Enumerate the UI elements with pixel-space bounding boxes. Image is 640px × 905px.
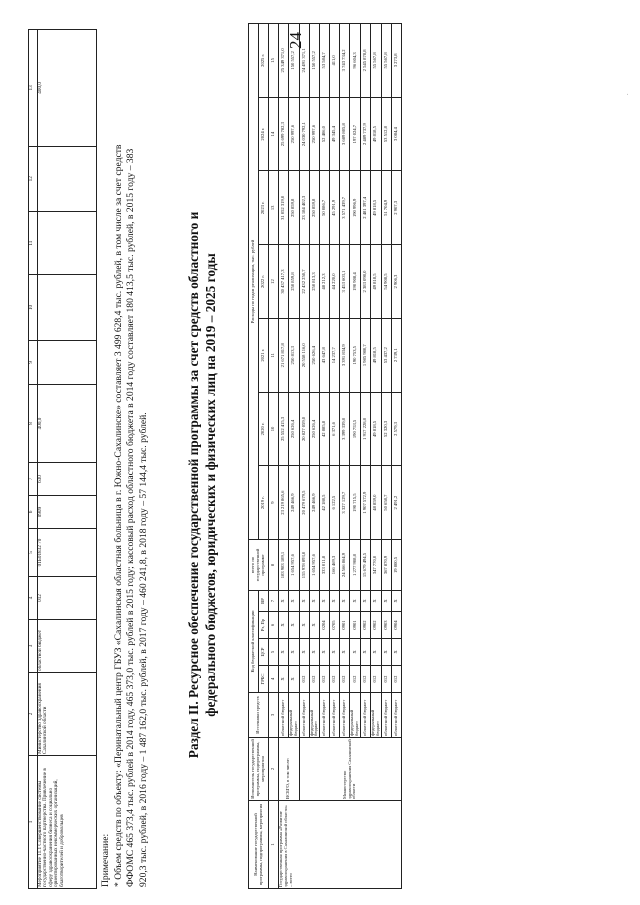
value-cell: 190 753,5 <box>350 318 361 392</box>
code-cell: X <box>330 591 340 612</box>
value-cell: 190 715,5 <box>350 466 361 540</box>
value-cell: 3 327 129,7 <box>340 466 350 540</box>
value-cell: 190 753,5 <box>350 392 361 466</box>
col-number: 10 <box>29 275 38 340</box>
code-cell: X <box>320 639 330 666</box>
code-cell: 012 <box>381 666 391 693</box>
col-number: 9 <box>29 340 38 384</box>
value-cell: 52 406,0 <box>320 97 330 171</box>
table-row <box>299 24 309 889</box>
value-cell: 51 704,9 <box>381 171 391 245</box>
code-cell: X <box>360 639 370 666</box>
value-cell: 23 219 865,6 <box>279 466 289 540</box>
source-cell: областной бюджет <box>391 693 401 738</box>
source-cell: федеральный бюджет <box>309 693 320 738</box>
header-year: 2019 г. <box>259 466 269 540</box>
footnote-heading: Примечание: <box>100 833 111 887</box>
col-number: 7 <box>29 463 38 496</box>
col-number: 3 <box>269 693 279 738</box>
value-cell: 1 985 980,7 <box>360 318 370 392</box>
value-cell: 45 291,9 <box>330 171 340 245</box>
value-cell: 250 626,4 <box>309 392 320 466</box>
footnote-text: * Объем средств по объекту: «Перинатальный центр ГБУЗ «Сахалинская областная больница в г. Южно-Сахалинске» составляет 3 499 628,4 тыс. рублей, в том числе за счет средств ФФОМС 465 373,4 тыс. рублей в 2014 году, 465 373,0 тыс. рублей в 2015 году; кассовый расход областного бюджета в 2014 году составляет 180 413,5 тыс. рублей, в 2015 году – 383 920,3 тыс. рублей, в 2016 году – 1 487 162,0 тыс. рублей, в 2017 году – 460 241,8, в 2018 году – 57 144,4 тыс. рублей. <box>112 144 149 887</box>
code-cell: 012 <box>320 666 330 693</box>
col-number: 11 <box>29 211 38 275</box>
value-cell: 48 859,0 <box>370 466 381 540</box>
code-cell: X <box>289 612 300 639</box>
page-number: 24 <box>286 32 305 49</box>
source-cell: областной бюджет <box>340 693 350 738</box>
col-number: 4 <box>29 577 38 620</box>
total: 400,0 <box>38 385 97 463</box>
header-executor: Исполнитель государственной программы, подпрограммы, мероприятия <box>249 738 269 801</box>
value-cell: 22 432 250,7 <box>299 245 309 319</box>
vr: 630 <box>38 463 97 496</box>
col-number: 11 <box>269 318 279 392</box>
code-cell: X <box>360 591 370 612</box>
header-year: 2020 г. <box>259 392 269 466</box>
value-cell: 20 558 116,0 <box>299 318 309 392</box>
header-year: 2021 г. <box>259 318 269 392</box>
source: областной бюджет <box>38 620 97 673</box>
code-cell: X <box>309 612 320 639</box>
source-cell: областной бюджет <box>279 693 289 738</box>
executor: Министерство здравоохранения Сахалинской области <box>38 673 97 756</box>
resource-table-body <box>279 24 402 889</box>
value-cell: 21 671 817,8 <box>279 318 289 392</box>
year-value: 400,0 <box>38 30 97 147</box>
value-cell: 2 907,3 <box>391 171 401 245</box>
scan-mark: · <box>626 93 631 95</box>
header-years: Расходы по годам реализации, тыс. рублей <box>249 24 259 540</box>
value-cell: 19 800,5 <box>391 540 401 591</box>
code-cell: 012 <box>360 666 370 693</box>
code-cell: 012 <box>299 666 309 693</box>
value-cell: 3 399 339,8 <box>340 392 350 466</box>
code-cell: X <box>391 639 401 666</box>
code-cell: 012 <box>330 666 340 693</box>
resource-table <box>248 23 402 889</box>
col-number: 1 <box>29 756 38 889</box>
value-cell: 155 978 893,0 <box>299 540 309 591</box>
col-number: 8 <box>29 385 38 463</box>
code-cell: X <box>381 591 391 612</box>
value-cell: 42 188,5 <box>320 466 330 540</box>
value-cell: 44 220,0 <box>330 245 340 319</box>
source-cell: областной бюджет <box>320 693 330 738</box>
value-cell: 2 491,2 <box>391 466 401 540</box>
code-cell: X <box>299 612 309 639</box>
value-cell: 48 212,3 <box>320 245 330 319</box>
csr: 01Б01832 70 <box>38 529 97 577</box>
source-cell: федеральный бюджет <box>370 693 381 738</box>
measure-name: Мероприятие 11.1 Совершенствование системы государственно-частного партнерства. Привлечение в сферу здравоохранения бизнеса и социально ориентированных некоммерческих организаций, благотворителей и добровольцев <box>38 756 97 889</box>
header-year: 2025 г. <box>259 24 269 98</box>
col-number: 8 <box>269 540 279 591</box>
value-cell: 2 489 737,9 <box>360 97 370 171</box>
value-cell: 25 552 415,3 <box>279 392 289 466</box>
value-cell: 49 818,5 <box>370 318 381 392</box>
value-cell: 49 818,5 <box>370 171 381 245</box>
value-cell: 49 818,5 <box>370 392 381 466</box>
code-cell: X <box>299 591 309 612</box>
value-cell: 15 679 494,5 <box>360 540 370 591</box>
header-csr: ЦСР <box>259 639 269 666</box>
code-cell: X <box>320 591 330 612</box>
header-code: Код бюджетной классификации <box>249 591 259 693</box>
value-cell: 25 699 782,3 <box>279 97 289 171</box>
value-cell: 96 604,3 <box>350 24 361 98</box>
header-year: 2024 г. <box>259 97 269 171</box>
value-cell: 3 453 603,1 <box>340 245 350 319</box>
value-cell: 54 908,5 <box>381 245 391 319</box>
value-cell: 183 983 189,1 <box>279 540 289 591</box>
value-cell: 249 466,9 <box>289 466 300 540</box>
code-cell: X <box>309 639 320 666</box>
source-cell: областной бюджет <box>381 693 391 738</box>
section-title: Раздел II. Ресурсное обеспечение государственной программы за счет средств областного и федерального бюджетов, юридических и физических лиц на 2019 – 2025 годы <box>186 211 218 759</box>
header-grbs: ГРБС <box>259 666 269 693</box>
value-cell: 190 996,9 <box>350 171 361 245</box>
value-cell: 250 997,6 <box>289 97 300 171</box>
col-number-row <box>269 24 279 889</box>
value-cell: 250 626,4 <box>309 318 320 392</box>
value-cell: 2 579,3 <box>391 392 401 466</box>
value-cell: 1 654 957,6 <box>309 540 320 591</box>
value-cell: 1 654 957,6 <box>289 540 300 591</box>
table-row <box>279 24 289 889</box>
code-cell: X <box>279 666 289 693</box>
rzpr: 0909 <box>38 496 97 529</box>
header-year: 2023 г. <box>259 171 269 245</box>
value-cell: 367 870,9 <box>381 540 391 591</box>
col-number: 6 <box>269 612 279 639</box>
col-number: 2 <box>29 673 38 756</box>
code-cell: X <box>350 639 361 666</box>
value-cell: 53 512,8 <box>381 97 391 171</box>
executor-all: ВСЕГО, в том числе: <box>279 738 300 801</box>
grbs: 012 <box>38 577 97 620</box>
code-cell: 012 <box>340 666 350 693</box>
year-value <box>38 146 97 211</box>
value-cell: 31 052 319,0 <box>279 171 289 245</box>
value-cell: 3 743 734,2 <box>340 24 350 98</box>
code-cell: X <box>299 639 309 666</box>
code-cell: X <box>370 591 381 612</box>
code-cell: X <box>330 639 340 666</box>
col-number: 9 <box>269 466 279 540</box>
code-cell: 0204 <box>320 612 330 639</box>
value-cell: 49 818,5 <box>370 97 381 171</box>
value-cell: 55 567,8 <box>370 24 381 98</box>
year-value <box>38 211 97 275</box>
table-header-row <box>249 24 259 889</box>
value-cell: 43 647,8 <box>320 318 330 392</box>
value-cell: 24 566 864,9 <box>340 540 350 591</box>
value-cell: 24 030 792,1 <box>299 97 309 171</box>
value-cell: 30 437 417,3 <box>279 245 289 319</box>
program-name: Государственная программа «Развитие здравоохранения в Сахалинской области» – всего <box>279 801 402 889</box>
code-cell: 0903 <box>381 612 391 639</box>
value-cell: 411,0 <box>330 24 340 98</box>
value-cell: 20 479 679,5 <box>299 466 309 540</box>
year-value <box>38 340 97 384</box>
value-cell: 250 859,8 <box>309 171 320 245</box>
col-number: 15 <box>269 24 279 98</box>
col-number: 6 <box>29 496 38 529</box>
year-value <box>38 275 97 340</box>
col-number: 13 <box>269 171 279 245</box>
code-cell: X <box>370 639 381 666</box>
code-cell: 0904 <box>391 612 401 639</box>
col-number: 5 <box>29 529 38 577</box>
header-name: Наименование государственной программы, подпрограммы, мероприятия <box>249 801 269 889</box>
code-cell: X <box>279 591 289 612</box>
value-cell: 3 273,8 <box>391 24 401 98</box>
value-cell: 1 277 908,8 <box>350 540 361 591</box>
footnote <box>100 127 151 887</box>
code-cell: X <box>381 639 391 666</box>
value-cell: 250 859,8 <box>289 245 300 319</box>
source-cell: федеральный бюджет <box>289 693 300 738</box>
col-number: 12 <box>29 146 38 211</box>
value-cell: 2 906,3 <box>391 245 401 319</box>
code-cell: 012 <box>350 666 361 693</box>
value-cell: 250 859,8 <box>289 171 300 245</box>
value-cell: 3 689 805,8 <box>340 97 350 171</box>
col-number: 1 <box>269 801 279 889</box>
value-cell: 347 770,0 <box>370 540 381 591</box>
value-cell: 49 818,5 <box>370 245 381 319</box>
col-number: 12 <box>269 245 279 319</box>
value-cell: 2 383 098,0 <box>360 245 370 319</box>
header-total: всего по государственной программе <box>249 540 269 591</box>
col-number: 7 <box>269 591 279 612</box>
value-cell: 52 320,3 <box>381 392 391 466</box>
code-cell: 012 <box>309 666 320 693</box>
header-rzpr: Рз, Пр <box>259 612 269 639</box>
value-cell: 6 371,6 <box>330 392 340 466</box>
code-cell: 012 <box>391 666 401 693</box>
value-cell: 150 557,2 <box>309 24 320 98</box>
value-cell: 53 584,7 <box>320 24 330 98</box>
source-cell: областной бюджет <box>360 693 370 738</box>
value-cell: 24 491 371,1 <box>299 24 309 98</box>
value-cell: 25 349 371,0 <box>279 24 289 98</box>
value-cell: 50 086,7 <box>320 171 330 245</box>
value-cell: 190 908,4 <box>350 245 361 319</box>
code-cell: 0705 <box>330 612 340 639</box>
source-cell: федеральный бюджет <box>350 693 361 738</box>
code-cell: 0902 <box>370 612 381 639</box>
measure-table <box>28 29 97 889</box>
table-header-row <box>29 30 38 889</box>
value-cell: 2 481 397,4 <box>360 171 370 245</box>
value-cell: 1 907 572,9 <box>360 466 370 540</box>
value-cell: 53 437,2 <box>381 318 391 392</box>
value-cell: 2 545 878,8 <box>360 24 370 98</box>
value-cell: 197 024,7 <box>350 97 361 171</box>
col-number: 2 <box>269 738 279 801</box>
value-cell: 166 469,3 <box>330 540 340 591</box>
col-number: 10 <box>269 392 279 466</box>
col-number: 14 <box>269 97 279 171</box>
code-cell: X <box>289 639 300 666</box>
col-number: 13 <box>29 30 38 147</box>
value-cell: 6 122,5 <box>330 466 340 540</box>
code-cell: X <box>279 612 289 639</box>
code-cell: 012 <box>370 666 381 693</box>
value-cell: 250 997,6 <box>309 97 320 171</box>
code-cell: X <box>350 591 361 612</box>
value-cell: 55 567,8 <box>381 24 391 98</box>
table-row <box>38 30 97 889</box>
col-number: 5 <box>269 639 279 666</box>
value-cell: 1 917 228,8 <box>360 392 370 466</box>
value-cell: 50 658,7 <box>381 466 391 540</box>
code-cell: 0901 <box>350 612 361 639</box>
value-cell: 250 813,3 <box>289 318 300 392</box>
value-cell: 49 345,4 <box>330 97 340 171</box>
code-cell: X <box>289 591 300 612</box>
source-cell: областной бюджет <box>299 693 309 738</box>
code-cell: 0902 <box>360 612 370 639</box>
source-cell: областной бюджет <box>330 693 340 738</box>
code-cell: X <box>289 666 300 693</box>
value-cell: 249 466,9 <box>309 466 320 540</box>
col-number: 3 <box>29 620 38 673</box>
header-year: 2022 г. <box>259 245 269 319</box>
code-cell: X <box>340 591 350 612</box>
value-cell: 3 084,4 <box>391 97 401 171</box>
value-cell: 14 237,7 <box>330 318 340 392</box>
value-cell: 20 827 059,0 <box>299 392 309 466</box>
executor-ministry: Министерство здравоохранения Сахалинской области <box>299 738 401 801</box>
value-cell: 3 571 439,7 <box>340 171 350 245</box>
header-vr: ВР <box>259 591 269 612</box>
value-cell: 3 391 834,9 <box>340 318 350 392</box>
value-cell: 250 626,4 <box>289 392 300 466</box>
code-cell: X <box>391 591 401 612</box>
value-cell: 333 011,8 <box>320 540 330 591</box>
code-cell: X <box>309 591 320 612</box>
value-cell: 23 184 402,3 <box>299 171 309 245</box>
value-cell: 42 885,8 <box>320 392 330 466</box>
value-cell: 2 739,1 <box>391 318 401 392</box>
value-cell: 250 813,3 <box>309 245 320 319</box>
code-cell: X <box>340 639 350 666</box>
code-cell: X <box>279 639 289 666</box>
header-source: Источники средств <box>249 693 269 738</box>
code-cell: 0901 <box>340 612 350 639</box>
col-number: 4 <box>269 666 279 693</box>
value-cell: 150 557,2 <box>289 24 300 98</box>
